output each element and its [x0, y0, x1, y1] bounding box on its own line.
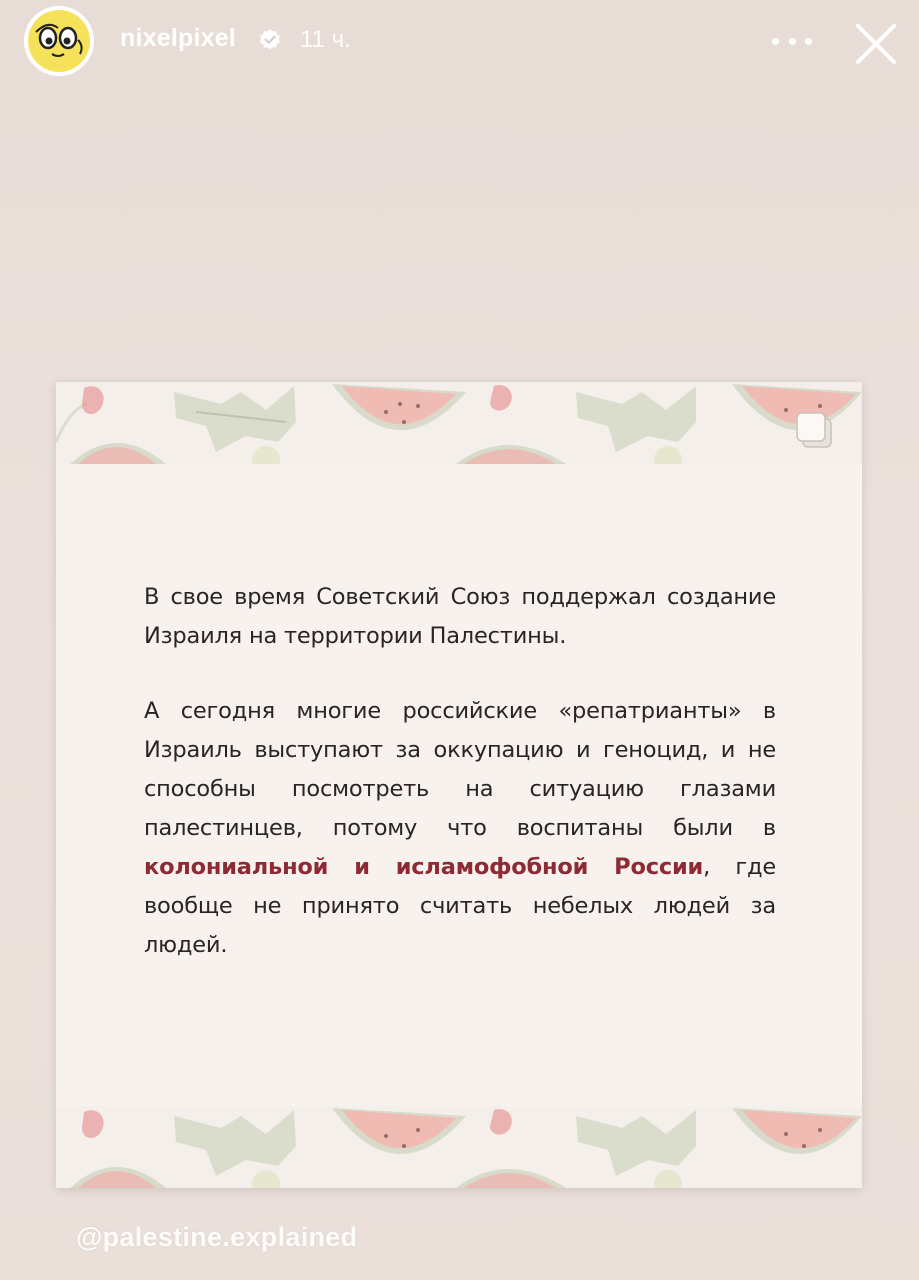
paragraph-2-start: А сегодня многие российские «репатрианты» в Израиль выступают за оккупацию и геноцид, и не способны посмотреть на ситуацию глазами палестинцев, потому что воспитаны были в — [144, 698, 776, 841]
more-options-icon[interactable] — [772, 28, 812, 54]
close-icon[interactable] — [850, 18, 902, 70]
post-text — [144, 578, 776, 1001]
avatar-face — [28, 10, 90, 72]
post-time: 11 ч. — [300, 26, 351, 53]
paragraph-2-end: , где вообще не принято считать небелых людей за людей. — [144, 854, 776, 958]
paragraph-1: В свое время Советский Союз поддержал создание Израиля на территории Палестины. — [144, 584, 776, 649]
highlighted-phrase: колониальной и исламофобной России — [144, 854, 704, 880]
paragraph-2 — [144, 692, 776, 965]
avatar[interactable] — [24, 6, 94, 76]
verified-badge-icon — [258, 28, 282, 52]
multiple-images-icon — [794, 410, 834, 450]
username[interactable]: nixelpixel — [120, 24, 236, 52]
shared-post-card[interactable] — [56, 382, 862, 1188]
story-header — [0, 0, 919, 84]
watermelon-pattern-top — [56, 382, 862, 464]
watermelon-pattern-bottom — [56, 1106, 862, 1188]
source-credit-link[interactable]: @palestine.explained — [76, 1222, 358, 1252]
